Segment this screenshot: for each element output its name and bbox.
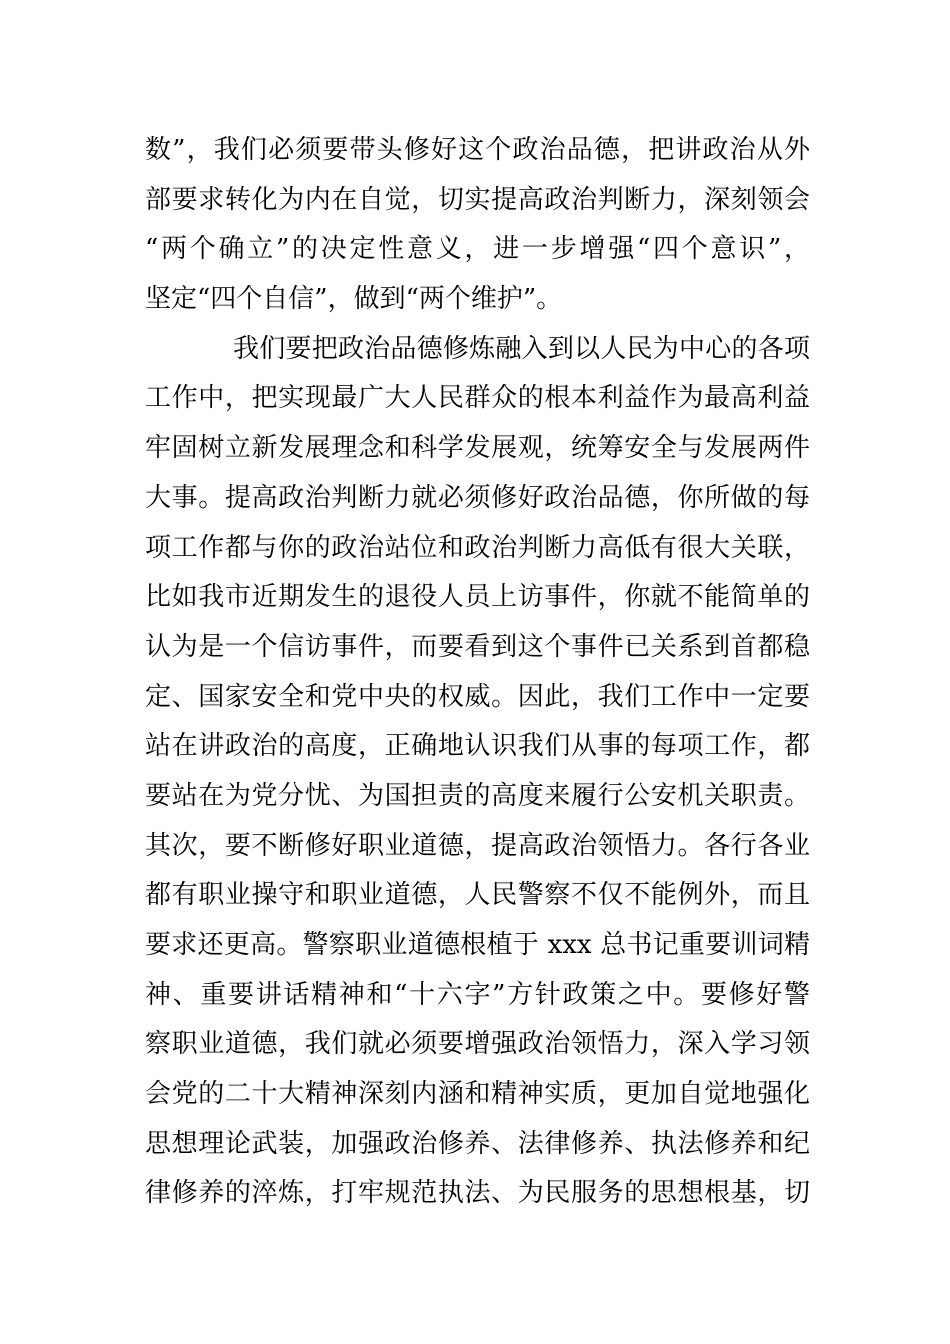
text-line: 察职业道德，我们就必须要增强政治领悟力，深入学习领	[145, 1029, 810, 1060]
text-line: 律修养的淬炼，打牢规范执法、为民服务的思想根基，切	[145, 1178, 810, 1209]
text-line: 认为是一个信访事件，而要看到这个事件已关系到首都稳	[145, 631, 810, 662]
text-line: 部要求转化为内在自觉，切实提高政治判断力，深刻领会	[145, 184, 810, 215]
text-line: 牢固树立新发展理念和科学发展观，统筹安全与发展两件	[145, 433, 810, 464]
text-line: 其次，要不断修好职业道德，提高政治领悟力。各行各业	[145, 830, 810, 861]
text-line: 神、重要讲话精神和“十六字”方针政策之中。要修好警	[145, 979, 810, 1010]
text-line: 站在讲政治的高度，正确地认识我们从事的每项工作，都	[145, 731, 810, 762]
text-line: 大事。提高政治判断力就必须修好政治品德，你所做的每	[145, 482, 810, 513]
text-line: 我们要把政治品德修炼融入到以人民为中心的各项	[233, 333, 810, 364]
text-line: 要求还更高。警察职业道德根植于 xxx 总书记重要训词精	[145, 930, 810, 960]
text-line: 会党的二十大精神深刻内涵和精神实质，更加自觉地强化	[145, 1079, 810, 1110]
text-line: “两个确立”的决定性意义，进一步增强“四个意识”，	[145, 234, 810, 265]
text-line: 数”，我们必须要带头修好这个政治品德，把讲政治从外	[145, 135, 810, 165]
text-line: 定、国家安全和党中央的权威。因此，我们工作中一定要	[145, 681, 810, 712]
text-line: 坚定“四个自信”，做到“两个维护”。	[145, 284, 563, 315]
text-line: 思想理论武装，加强政治修养、法律修养、执法修养和纪	[145, 1128, 810, 1159]
text-line: 要站在为党分忧、为国担责的高度来履行公安机关职责。	[145, 780, 810, 811]
text-line: 都有职业操守和职业道德，人民警察不仅不能例外，而且	[145, 880, 810, 911]
text-line: 项工作都与你的政治站位和政治判断力高低有很大关联，	[145, 532, 810, 563]
text-line: 工作中，把实现最广大人民群众的根本利益作为最高利益	[145, 383, 810, 414]
text-line: 比如我市近期发生的退役人员上访事件，你就不能简单的	[145, 582, 810, 613]
body-text	[145, 126, 810, 1219]
